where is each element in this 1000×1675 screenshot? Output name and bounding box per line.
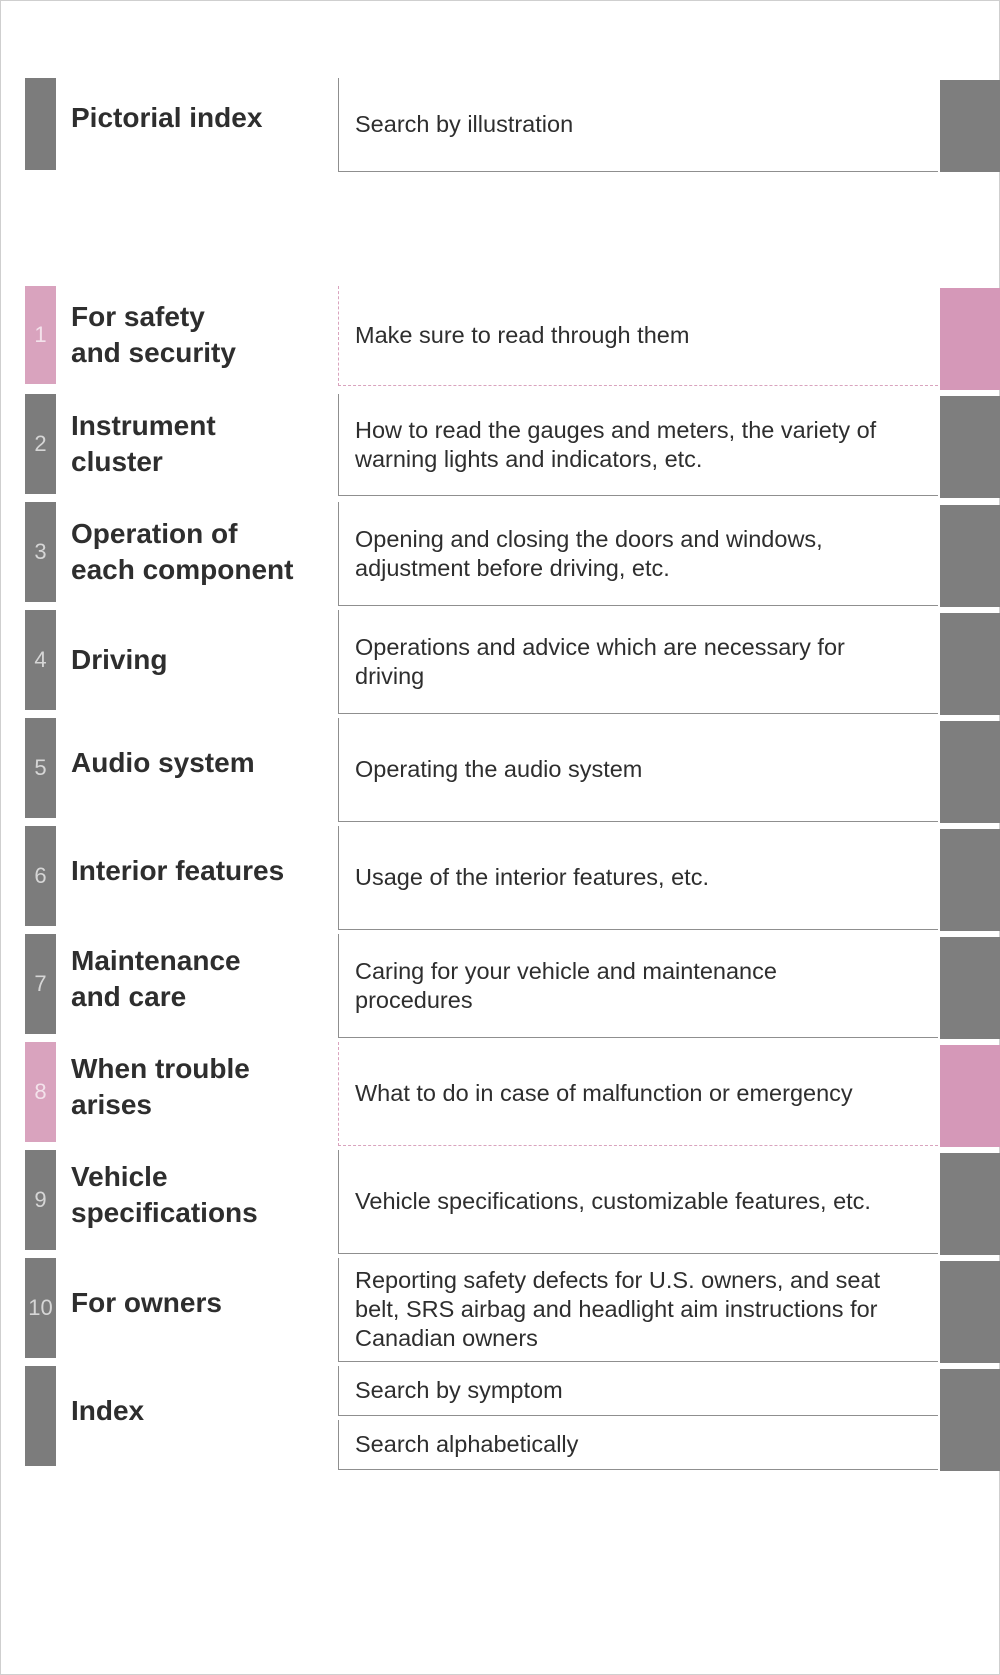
section-desc-7[interactable] [338,934,938,1038]
section-desc-text: What to do in case of malfunction or emergency [355,1080,853,1106]
section-desc-text: Make sure to read through them [355,322,690,348]
thumb-tab-5[interactable] [940,721,1000,823]
section-tab-2[interactable]: 2 [25,394,56,494]
section-tab-1[interactable]: 1 [25,286,56,384]
section-desc-text: Opening and closing the doors and windows, adjustment before driving, etc. [355,525,823,581]
section-desc-6[interactable] [338,826,938,930]
index-option-text: Search alphabetically [355,1431,579,1457]
section-desc-5[interactable] [338,718,938,822]
section-desc-text: Operating the audio system [355,756,643,782]
section-title-10[interactable]: For owners [71,1287,222,1318]
section-tab-8[interactable]: 8 [25,1042,56,1142]
thumb-tab-8[interactable] [940,1045,1000,1147]
thumb-tab-1[interactable] [940,288,1000,390]
index-option-text: Search by symptom [355,1377,563,1403]
index-search-alphabetically[interactable] [338,1420,938,1470]
thumb-tab-pictorial-index[interactable] [940,80,1000,172]
section-desc-1[interactable] [338,286,938,386]
section-tab-3[interactable]: 3 [25,502,56,602]
thumb-tab-3[interactable] [940,505,1000,607]
section-desc-text: Operations and advice which are necessary for driving [355,633,845,689]
section-tab-6[interactable]: 6 [25,826,56,926]
section-tab-9[interactable]: 9 [25,1150,56,1250]
thumb-tab-index[interactable] [940,1369,1000,1471]
thumb-tab-2[interactable] [940,396,1000,498]
section-title-6[interactable]: Interior features [71,855,285,886]
section-desc-3[interactable] [338,502,938,606]
section-title-8[interactable]: When trouble arises [71,1053,250,1120]
section-title-4[interactable]: Driving [71,644,168,675]
thumb-tab-4[interactable] [940,613,1000,715]
thumb-tab-7[interactable] [940,937,1000,1039]
section-title-pictorial-index[interactable]: Pictorial index [71,102,263,133]
section-title-7[interactable]: Maintenance and care [71,945,241,1012]
section-desc-text: Search by illustration [355,111,574,137]
section-desc-4[interactable] [338,610,938,714]
section-title-5[interactable]: Audio system [71,747,255,778]
section-desc-10[interactable] [338,1258,938,1362]
section-desc-text: How to read the gauges and meters, the variety of warning lights and indicators, etc. [355,416,877,472]
section-title-9[interactable]: Vehicle specifications [71,1161,258,1228]
section-desc-2[interactable] [338,394,938,496]
section-desc-text: Reporting safety defects for U.S. owners, and seat belt, SRS airbag and headlight aim instructions for Canadian owners [355,1267,881,1351]
section-tab-10[interactable]: 10 [25,1258,56,1358]
section-desc-pictorial-index[interactable] [338,78,938,172]
section-desc-text: Caring for your vehicle and maintenance procedures [355,957,777,1013]
section-title-index[interactable]: Index [71,1395,145,1426]
section-desc-text: Vehicle specifications, customizable features, etc. [355,1188,871,1214]
thumb-tab-6[interactable] [940,829,1000,931]
section-desc-8[interactable] [338,1042,938,1146]
section-tab-pictorial-index[interactable] [25,78,56,170]
section-title-2[interactable]: Instrument cluster [71,410,216,477]
section-tab-4[interactable]: 4 [25,610,56,710]
section-desc-9[interactable] [338,1150,938,1254]
thumb-tab-9[interactable] [940,1153,1000,1255]
index-search-by-symptom[interactable] [338,1366,938,1416]
section-tab-7[interactable]: 7 [25,934,56,1034]
section-desc-text: Usage of the interior features, etc. [355,864,709,890]
section-tab-5[interactable]: 5 [25,718,56,818]
section-title-1[interactable]: For safety and security [71,301,236,368]
section-title-3[interactable]: Operation of each component [71,518,294,585]
section-tab-index[interactable] [25,1366,56,1466]
thumb-tab-10[interactable] [940,1261,1000,1363]
